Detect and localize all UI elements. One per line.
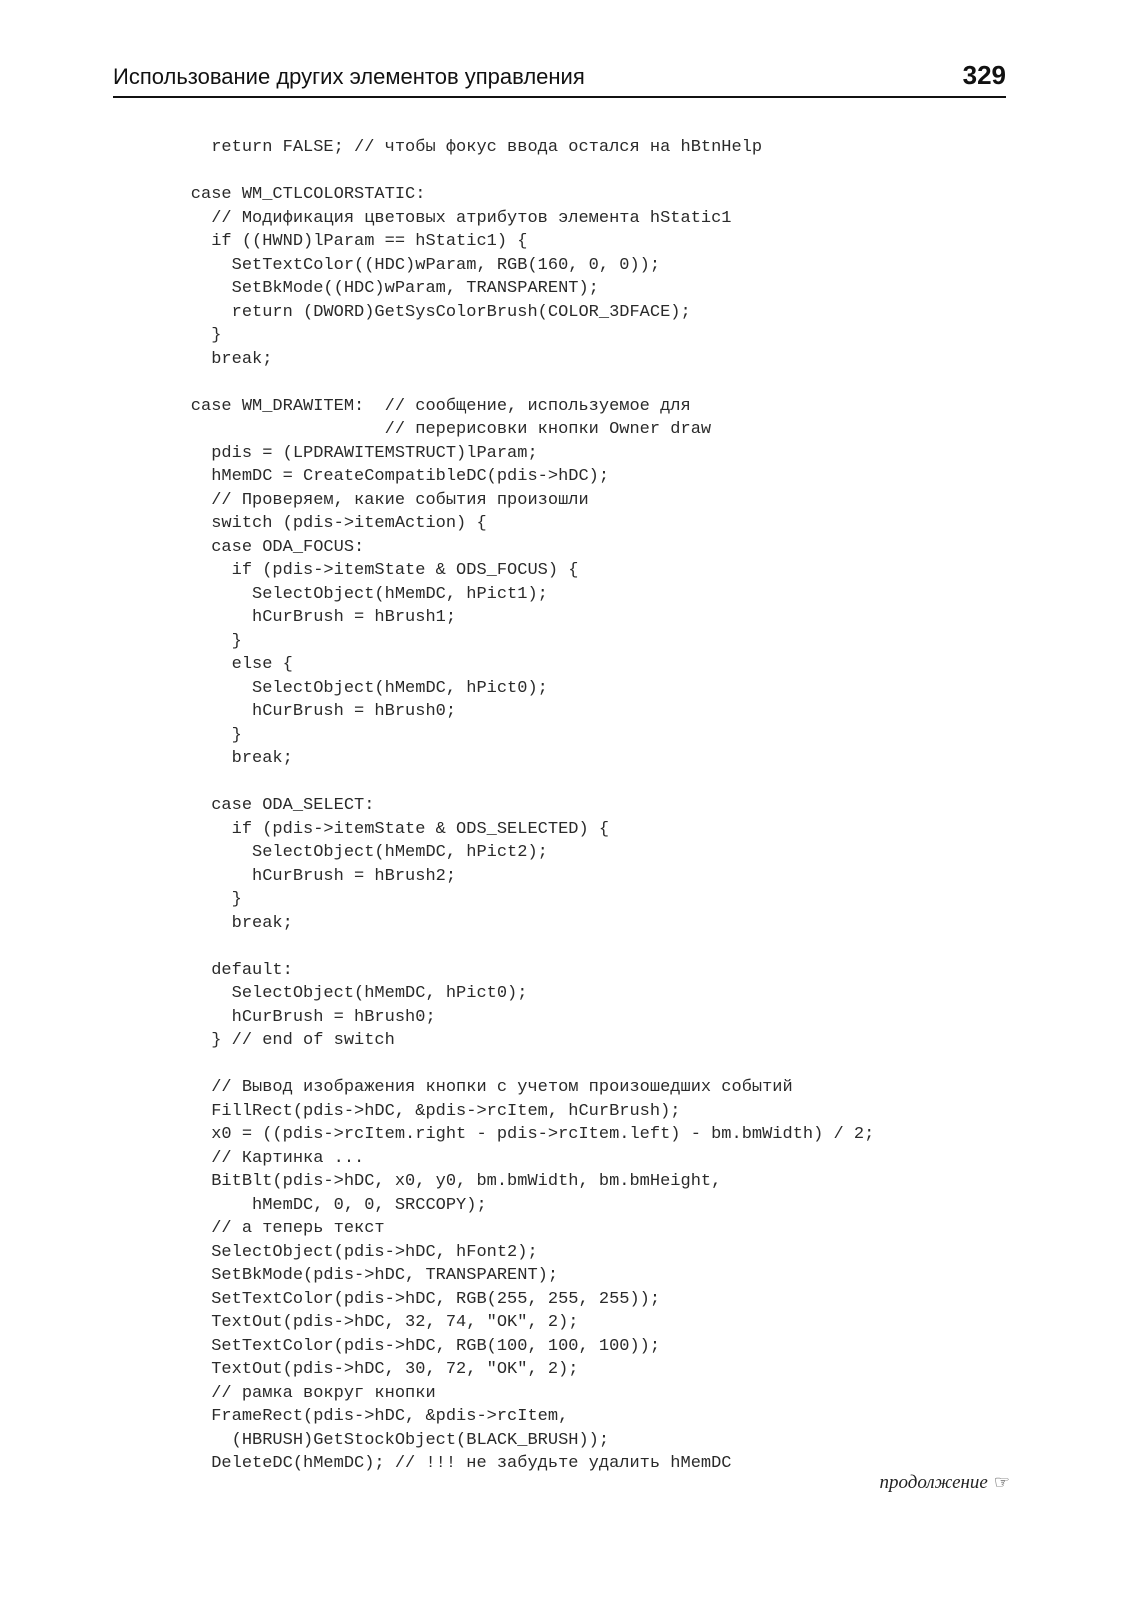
code-line: SetTextColor(pdis->hDC, RGB(255, 255, 255)); <box>150 1289 661 1309</box>
code-line <box>150 771 874 795</box>
code-line: case ODA_SELECT: <box>150 796 375 815</box>
page-header <box>113 58 1006 98</box>
page-number: 329 <box>962 60 1006 90</box>
code-line: // перерисовки кнопки Owner draw <box>150 420 712 439</box>
code-line: else { <box>150 655 293 674</box>
code-line: TextOut(pdis->hDC, 32, 74, "OK", 2); <box>150 1313 579 1332</box>
code-line: case WM_DRAWITEM: // сообщение, используемое для <box>150 396 691 416</box>
code-line: pdis = (LPDRAWITEMSTRUCT)lParam; <box>150 443 538 463</box>
code-line: if (pdis->itemState & ODS_SELECTED) { <box>150 819 610 839</box>
code-line: SetBkMode((HDC)wParam, TRANSPARENT); <box>150 279 599 298</box>
code-line: x0 = ((pdis->rcItem.right - pdis->rcItem.left) - bm.bmWidth) / 2; <box>150 1125 875 1144</box>
code-line: break; <box>150 349 273 369</box>
code-line: hCurBrush = hBrush0; <box>150 702 457 721</box>
continued-note <box>879 1472 1010 1494</box>
code-line: // Вывод изображения кнопки с учетом произошедших событий <box>150 1078 793 1097</box>
code-line <box>150 1053 874 1077</box>
code-line: return (DWORD)GetSysColorBrush(COLOR_3DFACE); <box>150 302 691 322</box>
running-title: Использование других элементов управления <box>113 64 585 89</box>
code-line: SelectObject(hMemDC, hPict0); <box>150 984 528 1003</box>
code-line: default: <box>150 960 293 980</box>
code-line: SetTextColor((HDC)wParam, RGB(160, 0, 0)); <box>150 255 661 275</box>
code-line: SelectObject(hMemDC, hPict1); <box>150 584 548 604</box>
code-line: hMemDC, 0, 0, SRCCOPY); <box>150 1195 487 1215</box>
code-line: SelectObject(hMemDC, hPict0); <box>150 678 548 698</box>
code-listing <box>150 136 874 1476</box>
code-line: } <box>150 326 222 345</box>
continued-label: продолжение <box>879 1472 988 1493</box>
code-line: hCurBrush = hBrush2; <box>150 866 457 886</box>
code-line: SelectObject(pdis->hDC, hFont2); <box>150 1242 538 1262</box>
code-line: case WM_CTLCOLORSTATIC: <box>150 185 426 204</box>
code-line: break; <box>150 913 293 933</box>
code-line <box>150 160 874 184</box>
code-line: switch (pdis->itemAction) { <box>150 514 487 533</box>
code-line: FrameRect(pdis->hDC, &pdis->rcItem, <box>150 1407 569 1426</box>
code-line: hMemDC = CreateCompatibleDC(pdis->hDC); <box>150 467 610 486</box>
code-line: if ((HWND)lParam == hStatic1) { <box>150 232 528 251</box>
code-line: TextOut(pdis->hDC, 30, 72, "OK", 2); <box>150 1360 579 1379</box>
code-line: // Картинка ... <box>150 1148 365 1168</box>
code-line: } <box>150 631 242 651</box>
code-line: hCurBrush = hBrush0; <box>150 1007 436 1027</box>
code-line: BitBlt(pdis->hDC, x0, y0, bm.bmWidth, bm.bmHeight, <box>150 1172 722 1191</box>
code-line: SetTextColor(pdis->hDC, RGB(100, 100, 100)); <box>150 1336 661 1356</box>
code-line: } <box>150 725 242 745</box>
code-line: return FALSE; // чтобы фокус ввода остался на hBtnHelp <box>150 138 763 157</box>
code-line: SetBkMode(pdis->hDC, TRANSPARENT); <box>150 1266 559 1285</box>
code-line: DeleteDC(hMemDC); // !!! не забудьте удалить hMemDC <box>150 1454 732 1473</box>
code-line: hCurBrush = hBrush1; <box>150 608 457 627</box>
code-line: (HBRUSH)GetStockObject(BLACK_BRUSH)); <box>150 1430 610 1450</box>
code-line: } <box>150 890 242 909</box>
code-line <box>150 371 874 395</box>
pointing-hand-icon: ☞ <box>993 1472 1010 1493</box>
code-line: SelectObject(hMemDC, hPict2); <box>150 843 548 862</box>
code-line: // Модификация цветовых атрибутов элемента hStatic1 <box>150 208 732 228</box>
code-line: } // end of switch <box>150 1031 395 1050</box>
code-line: FillRect(pdis->hDC, &pdis->rcItem, hCurBrush); <box>150 1101 681 1121</box>
code-line: // Проверяем, какие события произошли <box>150 490 589 510</box>
code-line: // рамка вокруг кнопки <box>150 1383 436 1403</box>
code-line: if (pdis->itemState & ODS_FOCUS) { <box>150 561 579 580</box>
code-line: // а теперь текст <box>150 1219 385 1238</box>
code-line: break; <box>150 749 293 768</box>
code-line: case ODA_FOCUS: <box>150 537 365 557</box>
code-line <box>150 935 874 959</box>
